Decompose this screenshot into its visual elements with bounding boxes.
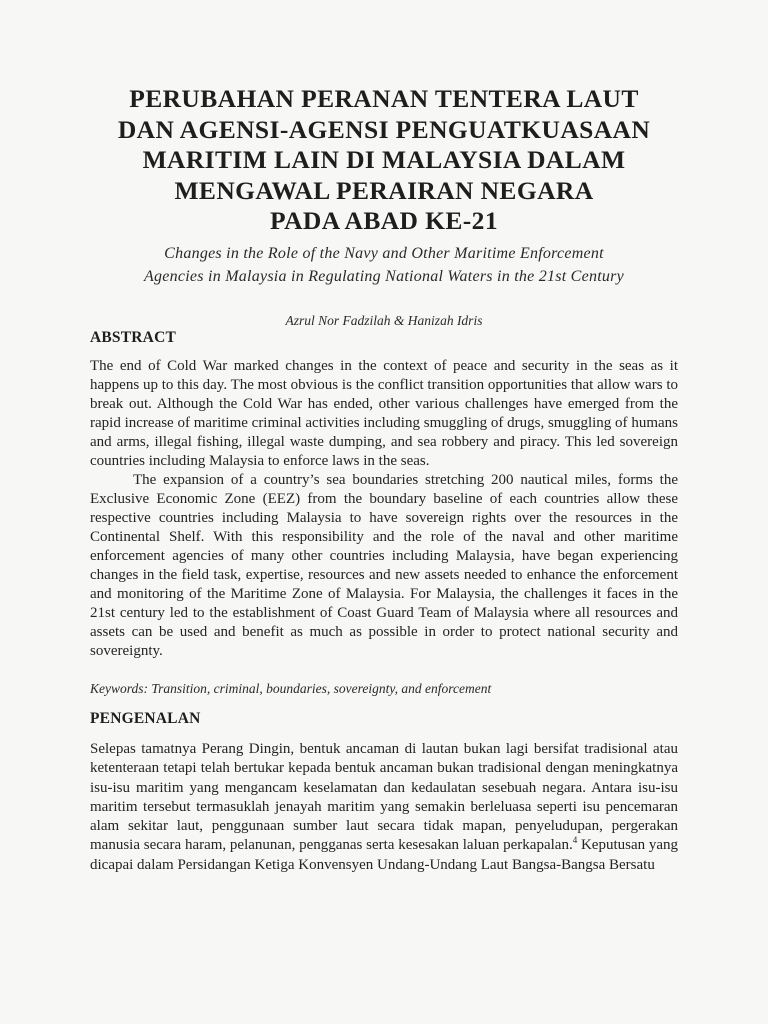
- subtitle-line: Agencies in Malaysia in Regulating National Waters in the 21st Century: [144, 267, 624, 285]
- title-line: DAN AGENSI-AGENSI PENGUATKUASAAN: [117, 114, 651, 144]
- abstract-paragraph-1: The end of Cold War marked changes in the context of peace and security in the seas as it happens up to this day. The most obvious is the conflict transition opportunities that allow wars to break out. Although the Cold War has ended, other various challenges have emerged from the rapid increase of maritime criminal activities including smuggling of drugs, smuggling of humans and arms, illegal fishing, illegal waste dumping, and sea robbery and piracy. This led sovereign countries including Malaysia to enforce laws in the seas.: [90, 357, 678, 469]
- english-subtitle: [90, 242, 678, 288]
- introduction-text: Selepas tamatnya Perang Dingin, bentuk ancaman di lautan bukan lagi bersifat tradisional atau ketenteraan tetapi telah bertukar kepada bentuk ancaman bukan tradisional dengan meningkatnya isu-isu maritim yang mengancam keselamatan dan kedaulatan sesebuah negara. Antara isu-isu maritim tersebut termasuklah jenayah maritim yang semakin berleluasa seperti isu pencemaran alam sekitar laut, penggunaan sumber laut secara tidak mapan, penyeludupan, pergerakan manusia secara haram, pelanunan, pengganas serta kesesakan laluan perkapalan.: [90, 741, 678, 854]
- introduction-heading: PENGENALAN: [90, 710, 201, 727]
- article-title: [90, 84, 678, 237]
- title-line: PADA ABAD KE-21: [270, 206, 498, 235]
- footnote-marker[interactable]: 4: [572, 835, 578, 846]
- keywords: Keywords: Transition, criminal, boundaries, sovereignty, and enforcement: [90, 680, 492, 696]
- title-line: MARITIM LAIN DI MALAYSIA DALAM: [142, 145, 626, 174]
- authors: Azrul Nor Fadzilah & Hanizah Idris: [285, 312, 483, 328]
- introduction-paragraph: [90, 740, 678, 875]
- title-line: PERUBAHAN PERANAN TENTERA LAUT: [129, 84, 639, 113]
- abstract-paragraph-2: The expansion of a country’s sea boundaries stretching 200 nautical miles, forms the Exclusive Economic Zone (EEZ) from the boundary baseline of each countries allow these respective countries including Malaysia to have sovereign rights over the resources in the Continental Shelf. With this responsibility and the role of the naval and other maritime enforcement agencies of many other countries including Malaysia, have began experiencing changes in the field task, expertise, resources and new assets needed to enhance the enforcement and monitoring of the Maritime Zone of Malaysia. For Malaysia, the challenges it faces in the 21st century led to the establishment of Coast Guard Team of Malaysia where all resources and assets can be used and benefit as much as possible in order to protect national security and sovereignty.: [90, 471, 678, 659]
- subtitle-line: Changes in the Role of the Navy and Other Maritime Enforcement: [164, 244, 604, 262]
- introduction-text-continued: Keputusan yang dicapai dalam Persidangan Ketiga Konvensyen Undang-Undang Laut Bangsa-Bangsa Bersatu: [90, 837, 679, 873]
- title-line: MENGAWAL PERAIRAN NEGARA: [174, 175, 594, 205]
- abstract-heading: ABSTRACT: [90, 328, 177, 346]
